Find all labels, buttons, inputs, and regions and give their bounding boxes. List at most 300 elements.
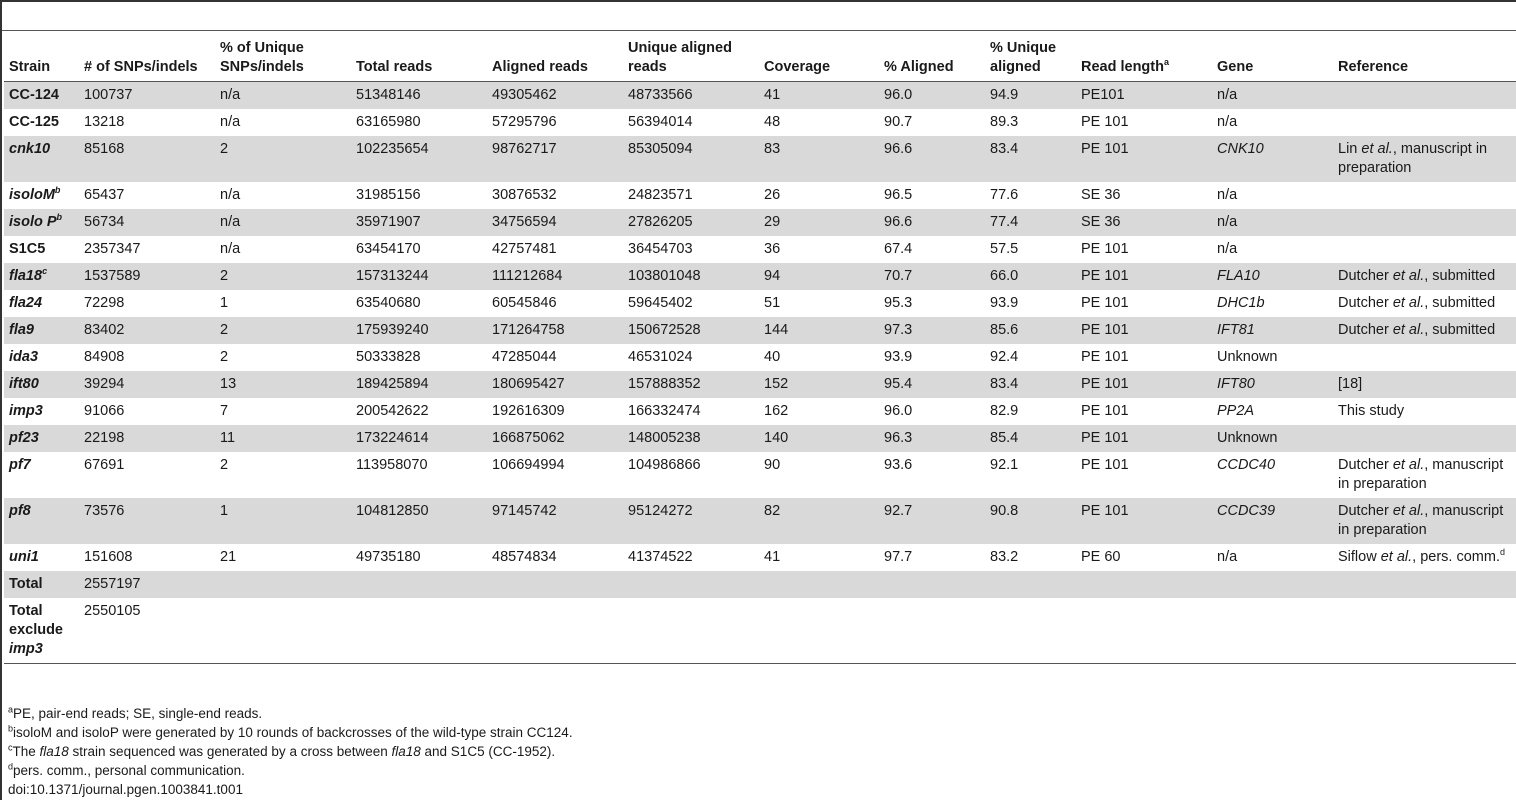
strain-name: pf23 [9, 430, 39, 446]
unique-cell: 7 [220, 403, 229, 419]
reference-segment: Siflow [1338, 549, 1381, 565]
strain-name: isolo P [9, 214, 57, 230]
column-header-10 [1212, 33, 1333, 82]
reference-segment: et al. [1392, 295, 1425, 311]
total-cell [351, 598, 487, 664]
aligned-cell: 192616309 [492, 403, 565, 419]
aligned-cell: 30876532 [492, 187, 557, 203]
read-length-cell: PE 101 [1081, 241, 1129, 257]
column-header-3 [351, 33, 487, 82]
snps-cell: 22198 [79, 425, 215, 452]
snps-cell: 100737 [79, 82, 215, 110]
reference-cell [1333, 182, 1516, 209]
read-length-cell: SE 36 [1081, 187, 1121, 203]
total-cell: 63540680 [356, 295, 421, 311]
column-header-5 [623, 33, 759, 82]
coverage-cell: 83 [759, 136, 879, 182]
reference-cell [1333, 398, 1516, 425]
read-length-cell: PE 101 [1081, 349, 1129, 365]
reference-segment: Dutcher [1338, 457, 1393, 473]
unique-aligned-cell: 166332474 [628, 403, 701, 419]
gene-cell: Unknown [1217, 349, 1278, 365]
total-cell: 49735180 [356, 549, 421, 565]
aligned-cell: 57295796 [492, 114, 557, 130]
column-header-label: % Unique aligned [990, 40, 1057, 75]
reference-segment: Dutcher [1338, 268, 1393, 284]
unique-cell: 13 [215, 371, 351, 398]
pct-unique-cell: 83.2 [990, 549, 1019, 565]
gene-cell: CCDC40 [1217, 457, 1276, 473]
snps-cell: 72298 [84, 295, 125, 311]
read-length-cell: PE 60 [1081, 549, 1121, 565]
reference-cell [1333, 571, 1516, 598]
unique-cell: n/a [215, 82, 351, 110]
aligned-cell: 42757481 [492, 241, 557, 257]
unique-aligned-cell: 150672528 [623, 317, 759, 344]
footnote-segment: a [8, 704, 14, 715]
footnote-segment: fla18 [391, 744, 421, 759]
gene-cell: n/a [1212, 209, 1333, 236]
strain-cell [4, 317, 79, 344]
snps-cell: 73576 [79, 498, 215, 544]
strain-footnote-mark: c [42, 266, 48, 277]
strain-cell [4, 136, 79, 182]
aligned-cell: 34756594 [487, 209, 623, 236]
reference-segment: et al. [1380, 549, 1413, 565]
read-length-cell [1076, 598, 1212, 664]
table-row [4, 263, 1516, 290]
reference-segment: et al. [1392, 322, 1425, 338]
reference-segment: , pers. comm. [1412, 549, 1500, 565]
table-row [4, 236, 1516, 263]
table-row [4, 136, 1516, 182]
snps-cell: 65437 [84, 187, 125, 203]
pct-aligned-cell: 95.3 [884, 295, 913, 311]
pct-unique-cell [985, 571, 1076, 598]
reference-segment: , manuscript in preparation [1338, 141, 1488, 176]
unique-aligned-cell: 103801048 [623, 263, 759, 290]
pct-aligned-cell: 96.5 [884, 187, 913, 203]
table-row [4, 452, 1516, 498]
unique-cell: 2 [220, 457, 229, 473]
footnote-segment: strain sequenced was generated by a cross between [68, 744, 392, 759]
table-footnotes [8, 704, 573, 799]
read-length-cell: PE 101 [1076, 317, 1212, 344]
column-header-4 [487, 33, 623, 82]
strain-name: fla9 [9, 322, 34, 338]
unique-aligned-cell: 59645402 [628, 295, 693, 311]
strain-name: pf7 [9, 457, 31, 473]
strain-name-extra: imp3 [9, 641, 43, 657]
unique-aligned-cell: 157888352 [623, 371, 759, 398]
reference-segment: , manuscript in preparation [1338, 503, 1504, 538]
title-rule [2, 30, 1516, 31]
coverage-cell: 152 [759, 371, 879, 398]
pct-unique-cell: 85.4 [985, 425, 1076, 452]
coverage-cell [759, 598, 879, 664]
footnote-segment: pers. comm., personal communication. [13, 763, 245, 778]
reference-segment: , manuscript in preparation [1338, 457, 1504, 492]
reference-cell [1333, 82, 1516, 110]
column-header-label: Coverage [764, 59, 831, 75]
read-length-cell: PE 101 [1081, 457, 1129, 473]
read-length-cell: PE101 [1076, 82, 1212, 110]
read-length-cell: PE 101 [1076, 425, 1212, 452]
gene-cell: n/a [1217, 114, 1238, 130]
pct-aligned-cell: 95.4 [879, 371, 985, 398]
unique-cell: 21 [220, 549, 237, 565]
unique-aligned-cell: 27826205 [623, 209, 759, 236]
aligned-cell: 48574834 [492, 549, 557, 565]
gene-cell: FLA10 [1212, 263, 1333, 290]
strain-name: ida3 [9, 349, 39, 365]
coverage-cell: 82 [759, 498, 879, 544]
coverage-cell: 144 [759, 317, 879, 344]
column-header-label: Reference [1338, 59, 1409, 75]
reference-cell [1333, 344, 1516, 371]
table-row [4, 498, 1516, 544]
strain-cell [4, 398, 79, 425]
total-cell: 31985156 [356, 187, 421, 203]
pct-unique-cell: 92.4 [990, 349, 1019, 365]
total-cell: 102235654 [351, 136, 487, 182]
unique-cell: n/a [220, 114, 241, 130]
table-row [4, 209, 1516, 236]
reference-cell [1333, 544, 1516, 571]
reference-cell [1333, 236, 1516, 263]
column-header-label: Strain [9, 59, 51, 75]
reference-cell [1333, 425, 1516, 452]
snps-cell: 83402 [79, 317, 215, 344]
unique-cell: 11 [215, 425, 351, 452]
snps-cell: 91066 [84, 403, 125, 419]
pct-unique-cell: 66.0 [985, 263, 1076, 290]
pct-unique-cell [985, 598, 1076, 664]
table-row [4, 398, 1516, 425]
strain-cell [4, 371, 79, 398]
strain-cell [4, 452, 79, 498]
reference-segment: Dutcher [1338, 503, 1393, 519]
unique-aligned-cell: 95124272 [623, 498, 759, 544]
aligned-cell: 111212684 [487, 263, 623, 290]
strain-cell [4, 263, 79, 290]
gene-cell: n/a [1217, 187, 1238, 203]
column-header-label: Gene [1217, 59, 1254, 75]
reference-segment: et al. [1392, 503, 1425, 519]
snps-cell: 84908 [84, 349, 125, 365]
footnote-segment: c [8, 742, 13, 753]
pct-unique-cell: 85.6 [985, 317, 1076, 344]
snps-cell: 2550105 [79, 598, 215, 664]
unique-aligned-cell: 48733566 [623, 82, 759, 110]
total-cell [351, 571, 487, 598]
footnote-line [8, 780, 573, 799]
gene-cell: DHC1b [1217, 295, 1265, 311]
table-row [4, 182, 1516, 209]
strain-name: ift80 [9, 376, 39, 392]
coverage-cell: 90 [764, 457, 781, 473]
coverage-cell: 26 [764, 187, 781, 203]
strain-name: CC-124 [9, 87, 59, 103]
strain-cell [4, 182, 79, 209]
strain-name: CC-125 [9, 114, 59, 130]
table-body [4, 82, 1516, 664]
total-cell: 113958070 [356, 457, 428, 473]
read-length-cell: PE 101 [1076, 136, 1212, 182]
gene-cell: IFT81 [1212, 317, 1333, 344]
pct-aligned-cell: 90.7 [884, 114, 913, 130]
gene-cell: n/a [1212, 82, 1333, 110]
reference-segment: et al. [1392, 268, 1425, 284]
unique-aligned-cell: 85305094 [623, 136, 759, 182]
coverage-cell: 36 [764, 241, 781, 257]
pct-aligned-cell: 67.4 [884, 241, 913, 257]
total-cell: 63165980 [356, 114, 421, 130]
column-header-2 [215, 33, 351, 82]
coverage-cell: 41 [759, 82, 879, 110]
gene-cell: n/a [1217, 241, 1238, 257]
unique-aligned-cell [623, 571, 759, 598]
gene-cell: IFT80 [1212, 371, 1333, 398]
pct-aligned-cell: 93.6 [884, 457, 913, 473]
coverage-cell: 40 [764, 349, 781, 365]
column-header-label: % Aligned [884, 59, 954, 75]
unique-cell [215, 571, 351, 598]
column-header-label: Aligned reads [492, 59, 588, 75]
aligned-cell: 47285044 [492, 349, 557, 365]
reference-cell [1333, 452, 1516, 498]
unique-aligned-cell: 36454703 [628, 241, 693, 257]
aligned-cell: 49305462 [487, 82, 623, 110]
unique-cell: 1 [220, 295, 229, 311]
reference-cell [1333, 371, 1516, 398]
pct-unique-cell: 89.3 [990, 114, 1019, 130]
reference-segment: d [1499, 547, 1505, 558]
unique-aligned-cell: 46531024 [628, 349, 693, 365]
table-row [4, 344, 1516, 371]
reference-segment: Lin [1338, 141, 1362, 157]
unique-aligned-cell: 24823571 [628, 187, 693, 203]
total-cell: 200542622 [356, 403, 429, 419]
table-header-row [4, 33, 1516, 82]
unique-cell: n/a [220, 241, 241, 257]
snps-cell: 2357347 [84, 241, 141, 257]
aligned-cell: 166875062 [487, 425, 623, 452]
coverage-cell: 29 [759, 209, 879, 236]
reference-cell [1333, 109, 1516, 136]
table-row [4, 109, 1516, 136]
gene-cell [1212, 598, 1333, 664]
snps-cell: 39294 [79, 371, 215, 398]
pct-unique-cell: 77.4 [985, 209, 1076, 236]
strain-name: imp3 [9, 403, 43, 419]
snps-cell: 85168 [79, 136, 215, 182]
reference-cell [1333, 136, 1516, 182]
unique-cell: 2 [215, 263, 351, 290]
column-header-6 [759, 33, 879, 82]
strain-footnote-mark: b [54, 185, 61, 196]
aligned-cell: 97145742 [487, 498, 623, 544]
snps-cell: 67691 [84, 457, 125, 473]
pct-aligned-cell [879, 571, 985, 598]
pct-unique-cell: 92.1 [990, 457, 1019, 473]
read-length-cell: PE 101 [1076, 498, 1212, 544]
strain-name: fla18 [9, 268, 43, 284]
footnote-line [8, 723, 573, 742]
column-header-label: % of Unique SNPs/indels [220, 40, 304, 75]
unique-cell: 2 [215, 136, 351, 182]
footnote-segment: The [12, 744, 40, 759]
pct-unique-cell: 82.9 [990, 403, 1019, 419]
column-header-8 [985, 33, 1076, 82]
reference-segment: , submitted [1424, 322, 1496, 338]
unique-cell: 2 [220, 349, 229, 365]
reference-cell [1333, 263, 1516, 290]
pct-aligned-cell: 96.6 [879, 136, 985, 182]
strain-name: cnk10 [9, 141, 51, 157]
pct-aligned-cell: 96.6 [879, 209, 985, 236]
strain-name: isoloM [9, 187, 55, 203]
aligned-cell [487, 598, 623, 664]
total-cell: 50333828 [356, 349, 421, 365]
footnote-segment: b [8, 723, 14, 734]
pct-aligned-cell: 92.7 [879, 498, 985, 544]
pct-aligned-cell: 96.3 [879, 425, 985, 452]
aligned-cell: 98762717 [487, 136, 623, 182]
strain-cell [4, 498, 79, 544]
pct-unique-cell: 83.4 [985, 136, 1076, 182]
reference-segment: [18] [1338, 376, 1363, 392]
read-length-cell [1076, 571, 1212, 598]
table-row [4, 571, 1516, 598]
column-header-11 [1333, 33, 1516, 82]
snps-cell: 13218 [84, 114, 125, 130]
unique-cell: 1 [215, 498, 351, 544]
reference-segment: , submitted [1424, 268, 1496, 284]
reference-segment: , submitted [1424, 295, 1496, 311]
pct-aligned-cell: 93.9 [884, 349, 913, 365]
pct-unique-cell: 83.4 [985, 371, 1076, 398]
strain-cell [4, 344, 79, 371]
strain-name: S1C5 [9, 241, 46, 257]
footnote-segment: doi:10.1371/journal.pgen.1003841.t001 [8, 782, 243, 797]
top-rule [2, 0, 1516, 2]
strain-name: fla24 [9, 295, 43, 311]
gene-cell: Unknown [1212, 425, 1333, 452]
strain-name: Total exclude [9, 603, 63, 638]
coverage-cell: 162 [764, 403, 789, 419]
footnote-segment: fla18 [39, 744, 69, 759]
strain-footnote-mark: b [56, 212, 63, 223]
aligned-cell: 171264758 [487, 317, 623, 344]
unique-cell: n/a [215, 209, 351, 236]
unique-aligned-cell: 41374522 [628, 549, 693, 565]
snps-cell: 1537589 [79, 263, 215, 290]
column-header-label: Unique aligned reads [628, 40, 732, 75]
table-row [4, 598, 1516, 664]
pct-unique-cell: 57.5 [990, 241, 1019, 257]
total-cell: 104812850 [351, 498, 487, 544]
footnote-line [8, 742, 573, 761]
table-row [4, 544, 1516, 571]
footnote-segment: and S1C5 (CC-1952). [420, 744, 556, 759]
column-header-label: # of SNPs/indels [84, 59, 198, 75]
coverage-cell: 48 [764, 114, 781, 130]
reference-cell [1333, 598, 1516, 664]
strain-cell [4, 236, 79, 263]
reference-segment: et al. [1392, 457, 1425, 473]
total-cell: 175939240 [351, 317, 487, 344]
total-cell: 63454170 [356, 241, 421, 257]
column-header-1 [79, 33, 215, 82]
pct-aligned-cell [879, 598, 985, 664]
strain-cell [4, 544, 79, 571]
unique-aligned-cell: 104986866 [628, 457, 701, 473]
aligned-cell: 60545846 [492, 295, 557, 311]
footnote-segment: d [8, 761, 14, 772]
read-length-cell: PE 101 [1076, 263, 1212, 290]
reference-segment: This study [1338, 403, 1405, 419]
column-header-footnote-mark: a [1163, 57, 1169, 68]
snps-cell: 56734 [79, 209, 215, 236]
read-length-cell: PE 101 [1081, 114, 1129, 130]
pct-unique-cell: 90.8 [985, 498, 1076, 544]
gene-cell [1212, 571, 1333, 598]
read-length-cell: SE 36 [1076, 209, 1212, 236]
strain-cell [4, 109, 79, 136]
pct-aligned-cell: 97.7 [884, 549, 913, 565]
unique-aligned-cell [623, 598, 759, 664]
reference-segment: et al. [1361, 141, 1393, 157]
read-length-cell: PE 101 [1081, 295, 1129, 311]
total-cell: 157313244 [351, 263, 487, 290]
reference-cell [1333, 209, 1516, 236]
strain-cell [4, 425, 79, 452]
aligned-cell [487, 571, 623, 598]
gene-cell: CCDC39 [1212, 498, 1333, 544]
unique-aligned-cell: 56394014 [628, 114, 693, 130]
pct-aligned-cell: 96.0 [879, 82, 985, 110]
footnote-segment: isoloM and isoloP were generated by 10 rounds of backcrosses of the wild-type strain CC124. [13, 725, 573, 740]
reference-cell [1333, 290, 1516, 317]
table-row [4, 317, 1516, 344]
pct-aligned-cell: 97.3 [879, 317, 985, 344]
pct-unique-cell: 77.6 [990, 187, 1019, 203]
strain-name: pf8 [9, 503, 31, 519]
total-cell: 51348146 [351, 82, 487, 110]
table-row [4, 371, 1516, 398]
table-row [4, 425, 1516, 452]
unique-cell [215, 598, 351, 664]
coverage-cell: 94 [759, 263, 879, 290]
footnote-line [8, 704, 573, 723]
column-header-label: Total reads [356, 59, 433, 75]
reference-cell [1333, 498, 1516, 544]
unique-cell: 2 [215, 317, 351, 344]
gene-cell: n/a [1217, 549, 1238, 565]
column-header-9 [1076, 33, 1212, 82]
reference-cell [1333, 317, 1516, 344]
strain-cell [4, 209, 79, 236]
table-row [4, 290, 1516, 317]
pct-unique-cell: 93.9 [990, 295, 1019, 311]
total-cell: 35971907 [351, 209, 487, 236]
pct-unique-cell: 94.9 [985, 82, 1076, 110]
snp-summary-table [4, 33, 1516, 664]
coverage-cell: 140 [759, 425, 879, 452]
table-row [4, 82, 1516, 110]
aligned-cell: 106694994 [492, 457, 565, 473]
